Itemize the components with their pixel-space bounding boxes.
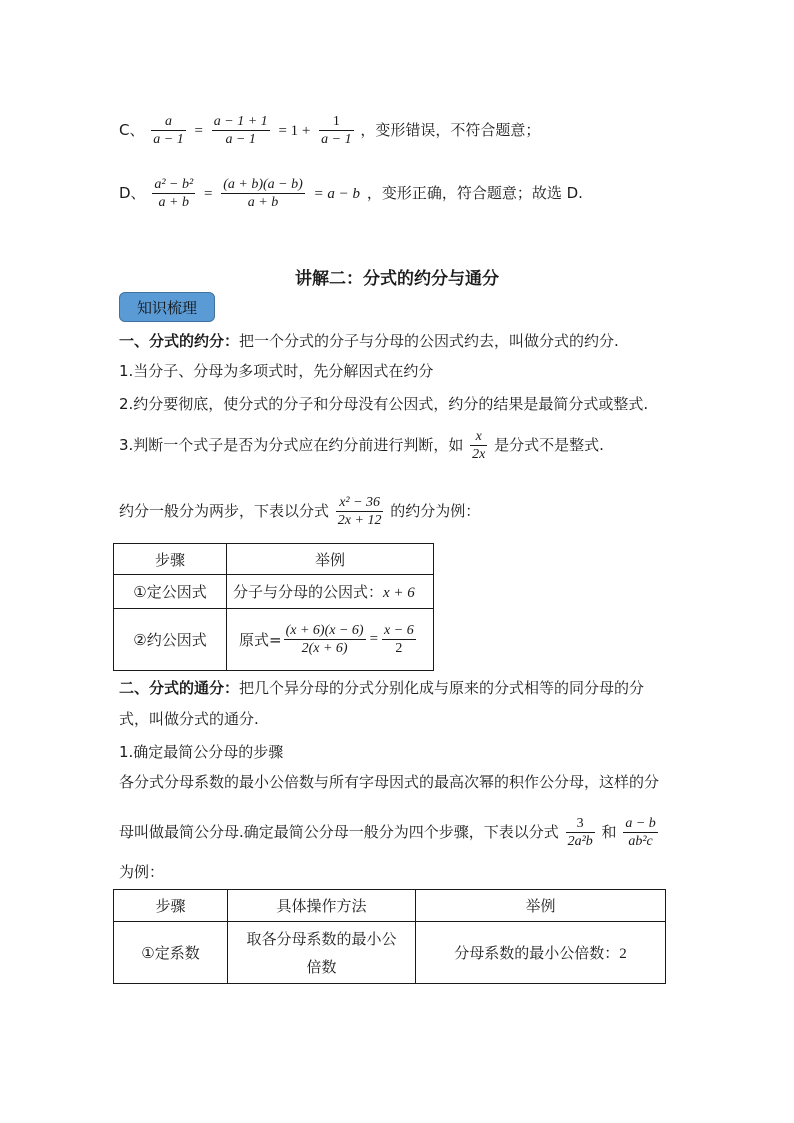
table-cell — [227, 575, 434, 609]
cell-prefix: 原式= — [239, 631, 282, 649]
yuefen-heading: 一、分式的约分： — [119, 332, 240, 350]
tongfen-body-1: 各分式分母系数的最小公倍数与所有字母因式的最高次幂的积作公分母，这样的分 — [119, 773, 660, 791]
option-d-label: D、 — [119, 184, 146, 202]
common-denominator-table — [113, 889, 666, 984]
fraction: $\frac{(a + b)(a - b)}{a + b}$ — [223, 177, 303, 210]
option-c-label: C、 — [119, 121, 145, 139]
fraction: $\frac{a - b}{\text{ab²c}}$ — [625, 816, 656, 849]
option-c-text: ，变形错误，不符合题意； — [360, 121, 541, 139]
equals: = — [369, 631, 379, 647]
tongfen-heading: 二、分式的通分： — [119, 679, 240, 697]
table-row — [114, 922, 666, 984]
method-line-2: 倍数 — [306, 957, 337, 976]
table-row — [114, 575, 434, 609]
tongfen-body-3: 为例： — [119, 863, 165, 881]
cell-math: x + 6 — [383, 585, 415, 601]
cell-text: 分母系数的最小公倍数： — [454, 944, 620, 962]
table-cell — [227, 609, 434, 671]
tongfen-def-cont: 式，叫做分式的通分. — [119, 710, 259, 728]
option-d-text: ，变形正确，符合题意；故选 D. — [366, 184, 583, 202]
yuefen-definition — [119, 330, 619, 352]
fraction: $\frac{x - 6}{2}$ — [384, 623, 414, 656]
body-2-text: 母叫做最简公分母.确定最简公分母一般分为四个步骤，下表以分式 — [119, 823, 559, 841]
tongfen-def-text: 把几个异分母的分式分别化成与原来的分式相等的同分母的分 — [239, 679, 645, 697]
cell-value: 2 — [619, 946, 627, 962]
intro-text-a: 约分一般分为两步，下表以分式 — [119, 502, 330, 520]
section-title: 讲解二：分式的约分与通分 — [295, 269, 499, 289]
table-cell — [416, 922, 666, 984]
option-d: D、 $\frac{\text{a² − b²}}{a + b}$ = $\frac{(a + b)(a - b)}{a + b}$ = a − b ，变形正确，符合题意；故选 D. — [119, 177, 583, 210]
knowledge-badge: 知识梳理 — [119, 292, 215, 322]
yuefen-intro — [119, 494, 480, 529]
fraction: $\frac{(x + 6)(x - 6)}{2(x + 6)}$ — [285, 623, 364, 656]
point-3-text-b: 是分式不是整式. — [494, 436, 604, 454]
fraction: $\frac{\text{x² − 36}}{2x + 12}$ — [337, 495, 382, 528]
table-cell: ①定系数 — [114, 922, 228, 984]
method-line-1: 取各分母系数的最小公 — [246, 929, 397, 948]
option-c: C、 $\frac{a}{a - 1}$ = $\frac{a - 1 + 1}{a - 1}$ = 1 + $\frac{1}{a - 1}$ ，变形错误，不符合题意； — [119, 114, 541, 147]
fraction: $\frac{1}{a - 1}$ — [321, 114, 352, 147]
yuefen-def-text: 把一个分式的分子与分母的公因式约去，叫做分式的约分. — [239, 332, 619, 350]
tongfen-body-2 — [119, 815, 660, 850]
fraction: $\frac{a}{a - 1}$ — [153, 114, 184, 147]
intro-text-b: 的约分为例： — [390, 502, 481, 520]
table-cell: ②约公因式 — [114, 609, 227, 671]
table-header: 步骤 — [114, 544, 227, 575]
fraction: $\frac{x}{2x}$ — [472, 429, 486, 462]
table-header: 举例 — [227, 544, 434, 575]
and-text: 和 — [601, 823, 617, 841]
tongfen-definition — [119, 677, 644, 699]
tongfen-step-heading: 1.确定最简公分母的步骤 — [119, 743, 284, 761]
fraction: $\frac{3}{\text{2a²b}}$ — [567, 816, 593, 849]
math-result: = a − b — [313, 185, 361, 202]
fraction: $\frac{a - 1 + 1}{a - 1}$ — [213, 114, 268, 147]
yuefen-point-3 — [119, 428, 604, 463]
table-header: 举例 — [416, 890, 666, 922]
table-cell — [228, 922, 416, 984]
math-mid: = 1 + — [278, 122, 311, 139]
yuefen-point-2: 2.约分要彻底，使分式的分子和分母没有公因式，约分的结果是最简分式或整式. — [119, 395, 649, 413]
table-row — [114, 609, 434, 671]
yuefen-point-1: 1.当分子、分母为多项式时，先分解因式在约分 — [119, 362, 434, 380]
table-header: 具体操作方法 — [228, 890, 416, 922]
table-cell: ①定公因式 — [114, 575, 227, 609]
point-3-text-a: 3.判断一个式子是否为分式应在约分前进行判断，如 — [119, 436, 464, 454]
cell-text: 分子与分母的公因式： — [233, 583, 384, 601]
table-header: 步骤 — [114, 890, 228, 922]
reduction-table — [113, 543, 434, 671]
fraction: $\frac{\text{a² − b²}}{a + b}$ — [154, 177, 194, 210]
